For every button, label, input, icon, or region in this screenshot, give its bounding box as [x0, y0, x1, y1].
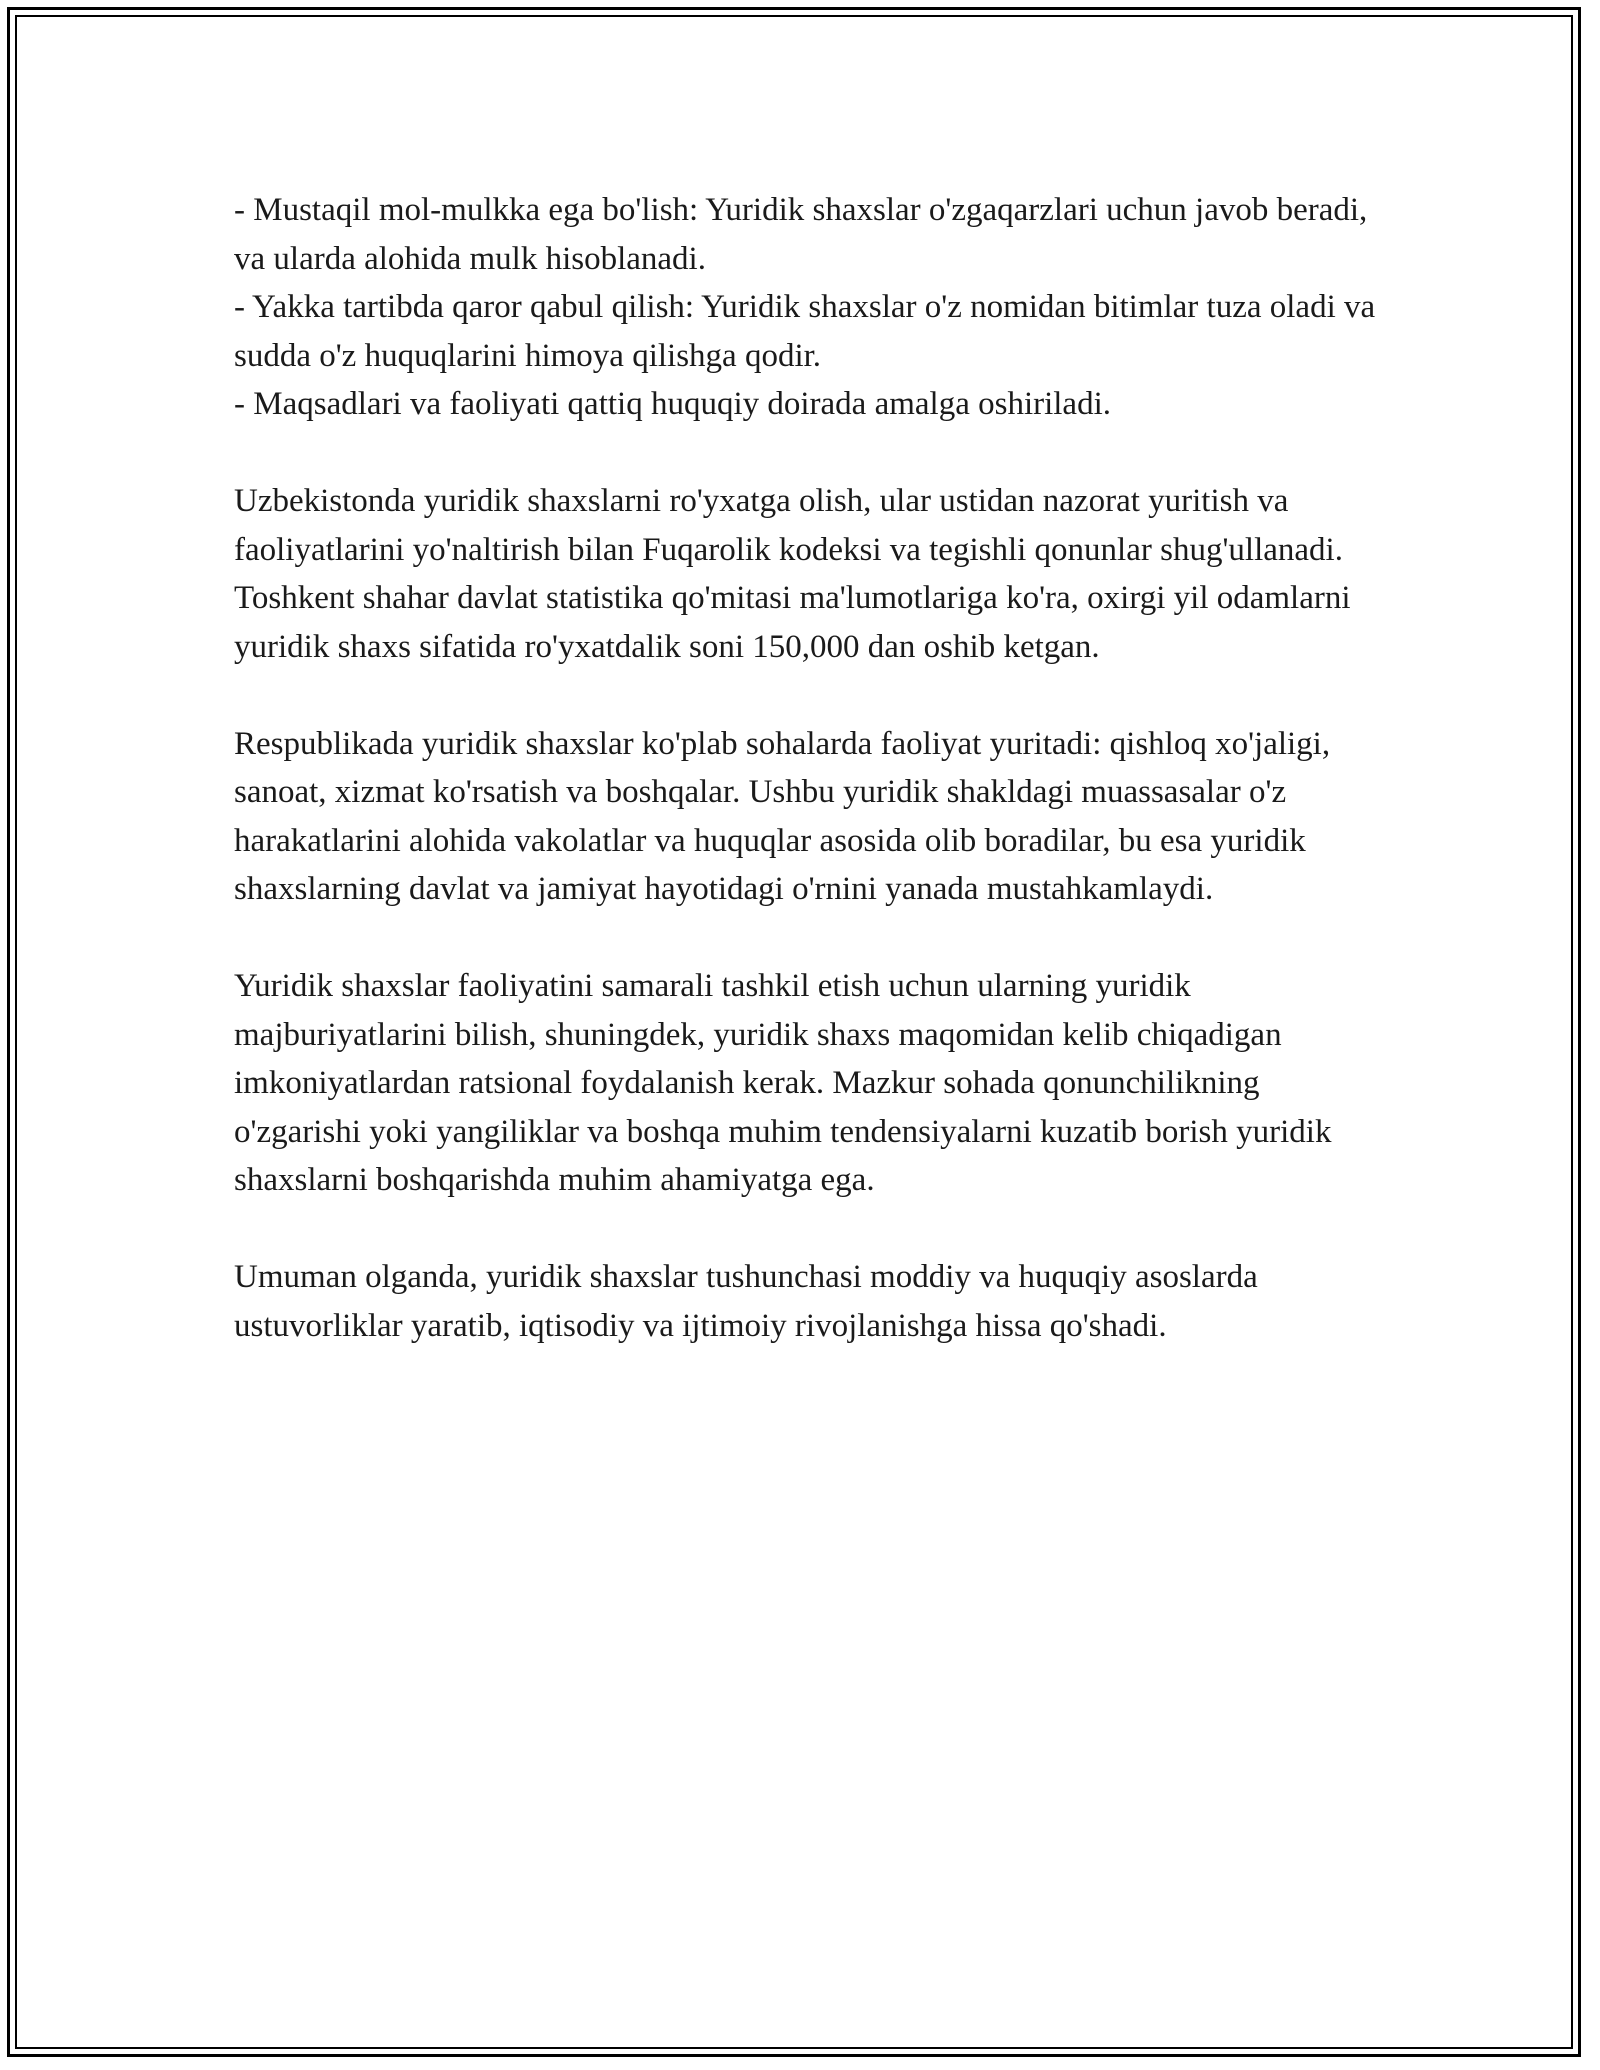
bullet-item: - Mustaqil mol-mulkka ega bo'lish: Yuridik shaxslar o'zgaqarzlari uchun javob beradi, va ularda alohida mulk hisoblanadi. — [234, 192, 1368, 277]
paragraph: Yuridik shaxslar faoliyatini samarali tashkil etish uchun ularning yuridik majburiyatlarini bilish, shuningdek, yuridik shaxs maqomidan kelib chiqadigan imkoniyatlardan ratsional foydalanish kerak. Mazkur sohada qonunchilikning o'zgarishi yoki yangiliklar va boshqa muhim tendensiyalarni kuzatib borish yuridik shaxslarni boshqarishda muhim ahamiyatga ega. — [234, 968, 1332, 1198]
bullet-item: - Maqsadlari va faoliyati qattiq huquqiy doirada amalga oshiriladi. — [234, 386, 1111, 422]
document-body — [234, 186, 1384, 1399]
paragraph: Respublikada yuridik shaxslar ko'plab sohalarda faoliyat yuritadi: qishloq xo'jaligi, sanoat, xizmat ko'rsatish va boshqalar. Ushbu yuridik shakldagi muassasalar o'z harakatlarini alohida vakolatlar va huquqlar asosida olib boradilar, bu esa yuridik shaxslarning davlat va jamiyat hayotidagi o'rnini yanada mustahkamlaydi. — [234, 725, 1331, 907]
paragraph: Umuman olganda, yuridik shaxslar tushunchasi moddiy va huquqiy asoslarda ustuvorliklar yaratib, iqtisodiy va ijtimoiy rivojlanishga hissa qo'shadi. — [234, 1259, 1258, 1344]
paragraph: Uzbekistonda yuridik shaxslarni ro'yxatga olish, ular ustidan nazorat yuritish va faoliyatlarini yo'naltirish bilan Fuqarolik kodeksi va tegishli qonunlar shug'ullanadi. Toshkent shahar davlat statistika qo'mitasi ma'lumotlariga ko'ra, oxirgi yil odamlarni yuridik shaxs sifatida ro'yxatdalik soni 150,000 dan oshib ketgan. — [234, 483, 1351, 665]
bullet-item: - Yakka tartibda qaror qabul qilish: Yuridik shaxslar o'z nomidan bitimlar tuza oladi va sudda o'z huquqlarini himoya qilishga qodir. — [234, 289, 1376, 374]
